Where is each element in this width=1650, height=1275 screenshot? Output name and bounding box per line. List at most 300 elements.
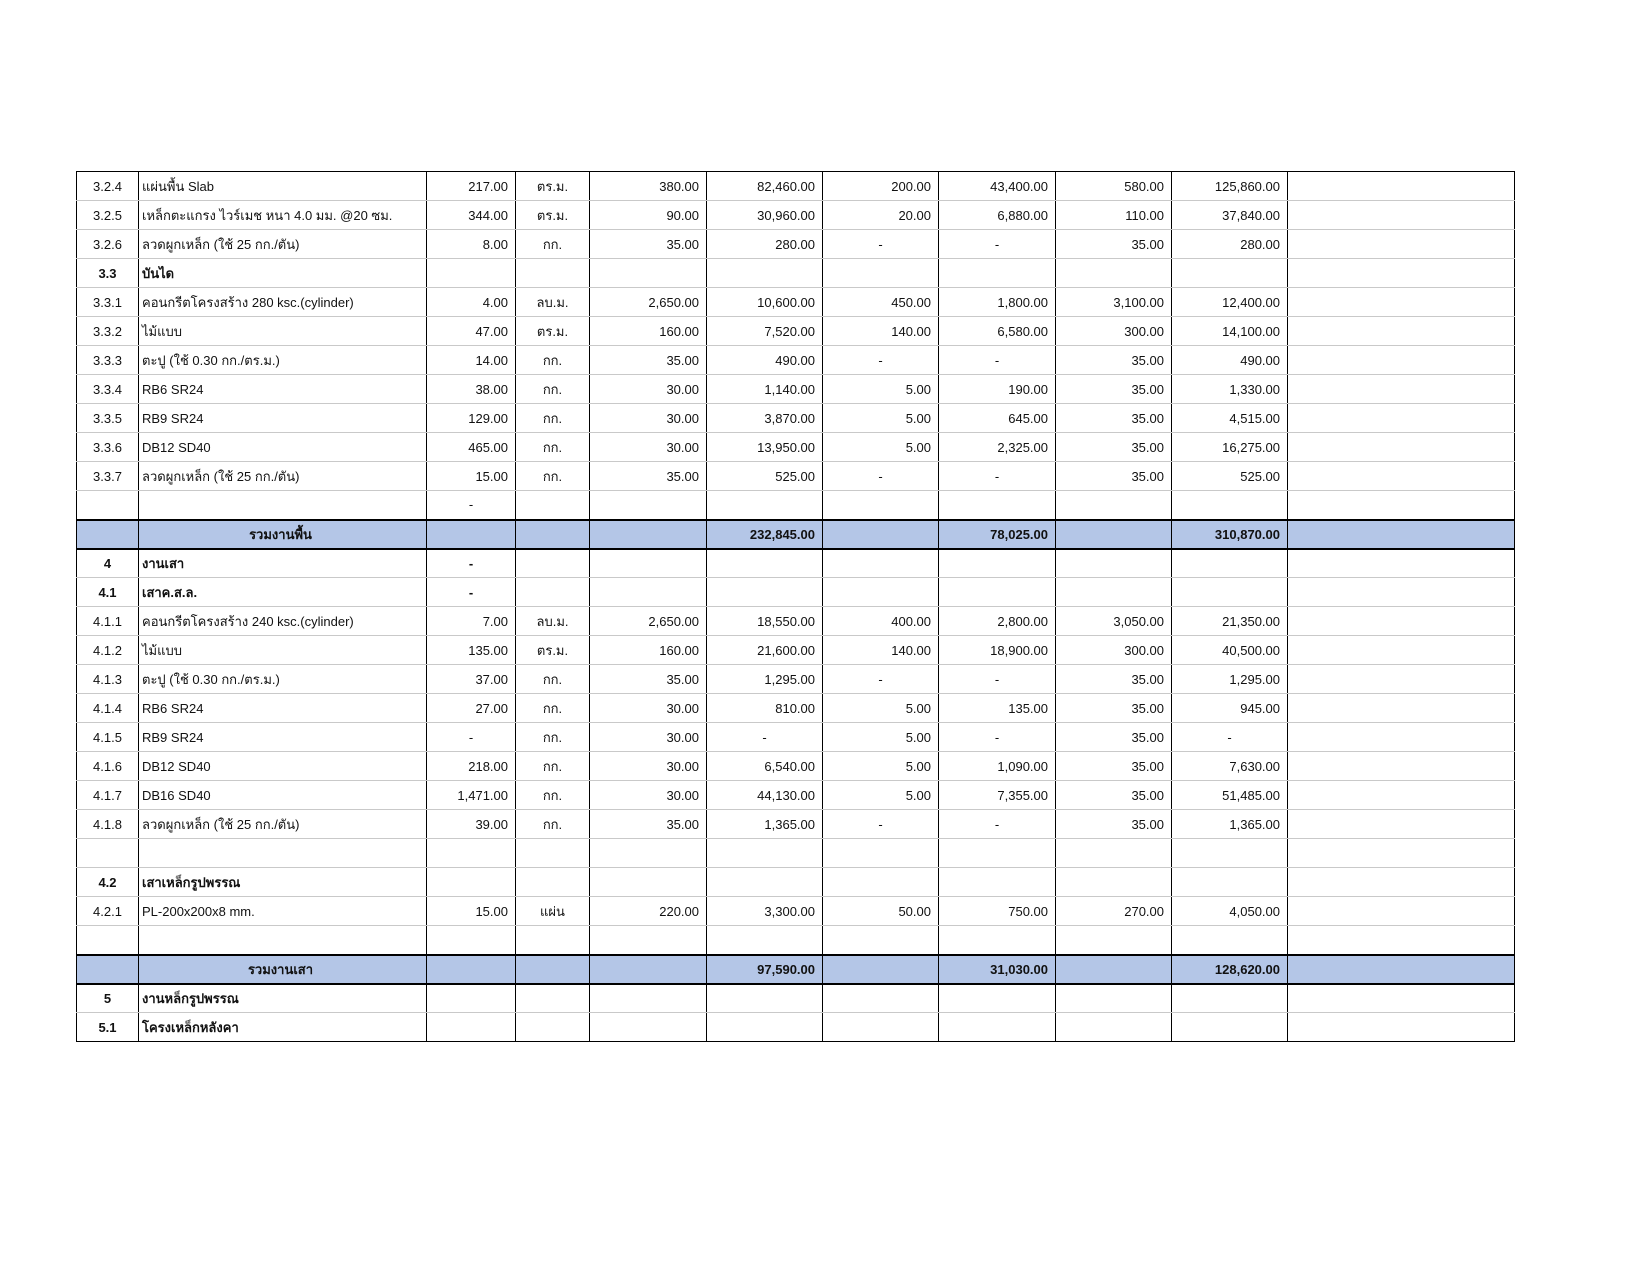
total-unit-price-cell [1056,491,1172,520]
total-unit-price-cell: 35.00 [1056,375,1172,404]
description-cell: คอนกรีตโครงสร้าง 280 ksc.(cylinder) [139,288,427,317]
labor-unit-price-cell [823,520,939,549]
material-unit-price-cell [590,839,707,868]
item-number-cell [77,955,139,984]
remark-cell [1288,375,1515,404]
description-cell: DB12 SD40 [139,752,427,781]
material-cost-cell [707,578,823,607]
remark-cell [1288,172,1515,201]
remark-cell [1288,694,1515,723]
remark-cell [1288,230,1515,259]
labor-cost-cell [939,926,1056,955]
table-row [77,694,1515,723]
item-number-cell: 3.3.6 [77,433,139,462]
quantity-cell: 47.00 [427,317,516,346]
unit-cell [516,549,590,578]
labor-unit-price-cell: - [823,810,939,839]
material-cost-cell [707,926,823,955]
unit-cell [516,839,590,868]
labor-unit-price-cell: 5.00 [823,375,939,404]
labor-unit-price-cell [823,926,939,955]
labor-cost-cell: - [939,462,1056,491]
labor-cost-cell [939,868,1056,897]
material-cost-cell: 7,520.00 [707,317,823,346]
quantity-cell: 39.00 [427,810,516,839]
table-row [77,723,1515,752]
remark-cell [1288,926,1515,955]
section-row [77,868,1515,897]
unit-cell [516,984,590,1013]
quantity-cell: 129.00 [427,404,516,433]
remark-cell [1288,520,1515,549]
material-cost-cell [707,839,823,868]
labor-cost-cell: - [939,230,1056,259]
quantity-cell: 344.00 [427,201,516,230]
item-number-cell: 4.1.6 [77,752,139,781]
labor-unit-price-cell [823,955,939,984]
total-cost-cell: 16,275.00 [1172,433,1288,462]
unit-cell: กก. [516,230,590,259]
unit-cell [516,868,590,897]
description-cell: งานเสา [139,549,427,578]
item-number-cell: 4.1.3 [77,665,139,694]
table-row [77,375,1515,404]
total-unit-price-cell [1056,926,1172,955]
total-cost-cell [1172,926,1288,955]
item-number-cell: 3.3.7 [77,462,139,491]
unit-cell: กก. [516,404,590,433]
total-unit-price-cell: 35.00 [1056,752,1172,781]
labor-unit-price-cell: 5.00 [823,752,939,781]
description-cell: ลวดผูกเหล็ก (ใช้ 25 กก./ตัน) [139,462,427,491]
labor-unit-price-cell: - [823,346,939,375]
labor-cost-cell: 750.00 [939,897,1056,926]
total-unit-price-cell: 35.00 [1056,346,1172,375]
labor-cost-cell: 43,400.00 [939,172,1056,201]
table-row [77,897,1515,926]
material-unit-price-cell [590,868,707,897]
unit-cell: ลบ.ม. [516,607,590,636]
quantity-cell: 7.00 [427,607,516,636]
total-cost-cell: 1,295.00 [1172,665,1288,694]
material-unit-price-cell [590,578,707,607]
total-cost-cell [1172,578,1288,607]
material-unit-price-cell: 35.00 [590,810,707,839]
quantity-cell [427,926,516,955]
boq-table [76,171,1515,1042]
table-body [77,172,1515,1042]
material-unit-price-cell: 30.00 [590,694,707,723]
labor-unit-price-cell: 450.00 [823,288,939,317]
remark-cell [1288,433,1515,462]
table-row [77,636,1515,665]
material-cost-cell: 810.00 [707,694,823,723]
item-number-cell: 3.2.4 [77,172,139,201]
labor-cost-cell [939,1013,1056,1042]
description-cell: บันได [139,259,427,288]
item-number-cell: 4 [77,549,139,578]
total-cost-cell: 51,485.00 [1172,781,1288,810]
material-cost-cell: 97,590.00 [707,955,823,984]
material-cost-cell [707,491,823,520]
labor-unit-price-cell: 5.00 [823,781,939,810]
labor-cost-cell: 1,800.00 [939,288,1056,317]
description-cell: แผ่นพื้น Slab [139,172,427,201]
item-number-cell: 3.3 [77,259,139,288]
table-row [77,491,1515,520]
unit-cell: กก. [516,694,590,723]
material-unit-price-cell: 380.00 [590,172,707,201]
unit-cell: ตร.ม. [516,201,590,230]
material-cost-cell: 1,140.00 [707,375,823,404]
material-cost-cell: 30,960.00 [707,201,823,230]
description-cell: คอนกรีตโครงสร้าง 240 ksc.(cylinder) [139,607,427,636]
labor-cost-cell: 6,580.00 [939,317,1056,346]
material-cost-cell: 280.00 [707,230,823,259]
labor-unit-price-cell [823,868,939,897]
total-unit-price-cell: 3,050.00 [1056,607,1172,636]
labor-cost-cell: 645.00 [939,404,1056,433]
total-unit-price-cell: 35.00 [1056,433,1172,462]
material-unit-price-cell [590,984,707,1013]
material-cost-cell [707,259,823,288]
table-row [77,665,1515,694]
item-number-cell: 4.2.1 [77,897,139,926]
table-row [77,781,1515,810]
description-cell [139,491,427,520]
labor-cost-cell: 2,800.00 [939,607,1056,636]
labor-unit-price-cell: - [823,665,939,694]
material-unit-price-cell [590,259,707,288]
material-unit-price-cell [590,491,707,520]
table-row [77,172,1515,201]
labor-cost-cell: 190.00 [939,375,1056,404]
labor-cost-cell [939,578,1056,607]
material-cost-cell [707,549,823,578]
labor-unit-price-cell: 200.00 [823,172,939,201]
total-cost-cell: 310,870.00 [1172,520,1288,549]
item-number-cell [77,926,139,955]
labor-cost-cell [939,259,1056,288]
material-unit-price-cell: 90.00 [590,201,707,230]
quantity-cell: 8.00 [427,230,516,259]
total-unit-price-cell: 35.00 [1056,781,1172,810]
total-cost-cell: 4,515.00 [1172,404,1288,433]
item-number-cell: 3.3.2 [77,317,139,346]
material-unit-price-cell: 30.00 [590,781,707,810]
total-unit-price-cell: 35.00 [1056,810,1172,839]
description-cell: รวมงานพื้น [139,520,427,549]
quantity-cell: 15.00 [427,462,516,491]
material-cost-cell: 18,550.00 [707,607,823,636]
description-cell: งานหล็กรูปพรรณ [139,984,427,1013]
total-cost-cell: 1,365.00 [1172,810,1288,839]
unit-cell: ลบ.ม. [516,288,590,317]
remark-cell [1288,839,1515,868]
total-cost-cell: 128,620.00 [1172,955,1288,984]
quantity-cell: 37.00 [427,665,516,694]
section-row [77,984,1515,1013]
labor-cost-cell: - [939,665,1056,694]
total-cost-cell [1172,549,1288,578]
material-cost-cell: 3,870.00 [707,404,823,433]
description-cell: PL-200x200x8 mm. [139,897,427,926]
material-cost-cell: 232,845.00 [707,520,823,549]
remark-cell [1288,665,1515,694]
total-cost-cell: 525.00 [1172,462,1288,491]
item-number-cell: 4.1.4 [77,694,139,723]
total-unit-price-cell: 35.00 [1056,462,1172,491]
remark-cell [1288,636,1515,665]
material-cost-cell: 1,295.00 [707,665,823,694]
remark-cell [1288,549,1515,578]
labor-unit-price-cell: - [823,230,939,259]
remark-cell [1288,491,1515,520]
description-cell: RB6 SR24 [139,375,427,404]
total-cost-cell: 490.00 [1172,346,1288,375]
remark-cell [1288,897,1515,926]
item-number-cell: 4.1.1 [77,607,139,636]
labor-cost-cell: - [939,346,1056,375]
remark-cell [1288,259,1515,288]
total-unit-price-cell [1056,839,1172,868]
unit-cell: กก. [516,665,590,694]
material-cost-cell: 13,950.00 [707,433,823,462]
table-row [77,317,1515,346]
unit-cell [516,520,590,549]
item-number-cell: 3.3.5 [77,404,139,433]
table-row [77,230,1515,259]
remark-cell [1288,984,1515,1013]
item-number-cell [77,839,139,868]
total-cost-cell [1172,839,1288,868]
description-cell: RB9 SR24 [139,723,427,752]
remark-cell [1288,201,1515,230]
material-unit-price-cell: 2,650.00 [590,607,707,636]
total-cost-cell [1172,491,1288,520]
description-cell: รวมงานเสา [139,955,427,984]
description-cell: RB6 SR24 [139,694,427,723]
material-unit-price-cell: 220.00 [590,897,707,926]
total-cost-cell: 1,330.00 [1172,375,1288,404]
total-unit-price-cell: 35.00 [1056,723,1172,752]
material-unit-price-cell: 30.00 [590,375,707,404]
labor-unit-price-cell: 5.00 [823,723,939,752]
unit-cell [516,578,590,607]
quantity-cell: - [427,723,516,752]
total-unit-price-cell: 35.00 [1056,665,1172,694]
table-row [77,462,1515,491]
labor-unit-price-cell [823,578,939,607]
unit-cell [516,259,590,288]
total-unit-price-cell [1056,1013,1172,1042]
labor-unit-price-cell: 5.00 [823,433,939,462]
unit-cell [516,926,590,955]
description-cell [139,839,427,868]
table-row [77,404,1515,433]
material-cost-cell: 1,365.00 [707,810,823,839]
remark-cell [1288,1013,1515,1042]
quantity-cell [427,839,516,868]
total-unit-price-cell [1056,549,1172,578]
labor-unit-price-cell [823,259,939,288]
labor-unit-price-cell [823,491,939,520]
unit-cell: แผ่น [516,897,590,926]
material-cost-cell: - [707,723,823,752]
material-unit-price-cell: 30.00 [590,433,707,462]
item-number-cell: 3.3.4 [77,375,139,404]
material-unit-price-cell: 30.00 [590,404,707,433]
quantity-cell: 15.00 [427,897,516,926]
labor-cost-cell: - [939,810,1056,839]
total-unit-price-cell [1056,520,1172,549]
remark-cell [1288,781,1515,810]
total-unit-price-cell: 3,100.00 [1056,288,1172,317]
section-row [77,578,1515,607]
description-cell: เสาค.ส.ล. [139,578,427,607]
material-unit-price-cell: 35.00 [590,230,707,259]
quantity-cell: 1,471.00 [427,781,516,810]
remark-cell [1288,346,1515,375]
section-row [77,549,1515,578]
quantity-cell [427,259,516,288]
unit-cell: กก. [516,810,590,839]
total-unit-price-cell: 110.00 [1056,201,1172,230]
labor-cost-cell: 18,900.00 [939,636,1056,665]
total-cost-cell: 12,400.00 [1172,288,1288,317]
total-cost-cell [1172,259,1288,288]
labor-cost-cell [939,549,1056,578]
material-unit-price-cell [590,549,707,578]
remark-cell [1288,607,1515,636]
description-cell: ตะปู (ใช้ 0.30 กก./ตร.ม.) [139,665,427,694]
labor-cost-cell: 2,325.00 [939,433,1056,462]
material-unit-price-cell: 35.00 [590,462,707,491]
material-unit-price-cell [590,926,707,955]
material-cost-cell [707,984,823,1013]
labor-unit-price-cell: - [823,462,939,491]
remark-cell [1288,752,1515,781]
unit-cell [516,491,590,520]
material-cost-cell: 82,460.00 [707,172,823,201]
description-cell: เหล็กตะแกรง ไวร์เมช หนา 4.0 มม. @20 ซม. [139,201,427,230]
total-cost-cell [1172,984,1288,1013]
total-cost-cell: 14,100.00 [1172,317,1288,346]
remark-cell [1288,288,1515,317]
material-cost-cell [707,1013,823,1042]
total-unit-price-cell: 35.00 [1056,404,1172,433]
remark-cell [1288,317,1515,346]
description-cell: RB9 SR24 [139,404,427,433]
material-unit-price-cell: 35.00 [590,665,707,694]
total-unit-price-cell [1056,259,1172,288]
labor-cost-cell: 6,880.00 [939,201,1056,230]
quantity-cell: 4.00 [427,288,516,317]
remark-cell [1288,955,1515,984]
total-cost-cell: 21,350.00 [1172,607,1288,636]
labor-cost-cell [939,839,1056,868]
quantity-cell: - [427,549,516,578]
total-row [77,955,1515,984]
table-row [77,926,1515,955]
total-cost-cell: 280.00 [1172,230,1288,259]
unit-cell: กก. [516,346,590,375]
material-unit-price-cell [590,955,707,984]
labor-unit-price-cell [823,1013,939,1042]
item-number-cell: 4.1.8 [77,810,139,839]
labor-unit-price-cell: 140.00 [823,317,939,346]
item-number-cell: 5 [77,984,139,1013]
labor-unit-price-cell [823,549,939,578]
labor-unit-price-cell: 5.00 [823,404,939,433]
material-unit-price-cell: 35.00 [590,346,707,375]
total-cost-cell: 4,050.00 [1172,897,1288,926]
unit-cell: กก. [516,723,590,752]
remark-cell [1288,810,1515,839]
table-row [77,607,1515,636]
quantity-cell: 218.00 [427,752,516,781]
total-unit-price-cell [1056,984,1172,1013]
material-unit-price-cell: 160.00 [590,636,707,665]
material-unit-price-cell: 160.00 [590,317,707,346]
labor-unit-price-cell [823,984,939,1013]
quantity-cell: - [427,491,516,520]
remark-cell [1288,462,1515,491]
quantity-cell: 135.00 [427,636,516,665]
description-cell: ไม้แบบ [139,636,427,665]
unit-cell [516,1013,590,1042]
material-cost-cell: 10,600.00 [707,288,823,317]
labor-unit-price-cell [823,839,939,868]
quantity-cell: 14.00 [427,346,516,375]
labor-cost-cell: 31,030.00 [939,955,1056,984]
table-row [77,433,1515,462]
total-cost-cell: 7,630.00 [1172,752,1288,781]
table-row [77,752,1515,781]
total-cost-cell [1172,868,1288,897]
remark-cell [1288,578,1515,607]
unit-cell: ตร.ม. [516,172,590,201]
material-cost-cell: 6,540.00 [707,752,823,781]
section-row [77,1013,1515,1042]
total-cost-cell: 40,500.00 [1172,636,1288,665]
labor-unit-price-cell: 50.00 [823,897,939,926]
quantity-cell: 27.00 [427,694,516,723]
table-row [77,839,1515,868]
quantity-cell: 217.00 [427,172,516,201]
labor-unit-price-cell: 20.00 [823,201,939,230]
description-cell: DB16 SD40 [139,781,427,810]
unit-cell: กก. [516,462,590,491]
quantity-cell: 465.00 [427,433,516,462]
total-unit-price-cell [1056,578,1172,607]
item-number-cell: 5.1 [77,1013,139,1042]
unit-cell: ตร.ม. [516,317,590,346]
quantity-cell: - [427,578,516,607]
total-unit-price-cell: 300.00 [1056,636,1172,665]
total-cost-cell [1172,1013,1288,1042]
item-number-cell: 4.2 [77,868,139,897]
labor-unit-price-cell: 140.00 [823,636,939,665]
unit-cell: กก. [516,433,590,462]
material-unit-price-cell: 30.00 [590,723,707,752]
labor-cost-cell: 7,355.00 [939,781,1056,810]
total-unit-price-cell [1056,955,1172,984]
material-cost-cell: 44,130.00 [707,781,823,810]
labor-cost-cell [939,491,1056,520]
material-unit-price-cell [590,520,707,549]
quantity-cell [427,1013,516,1042]
